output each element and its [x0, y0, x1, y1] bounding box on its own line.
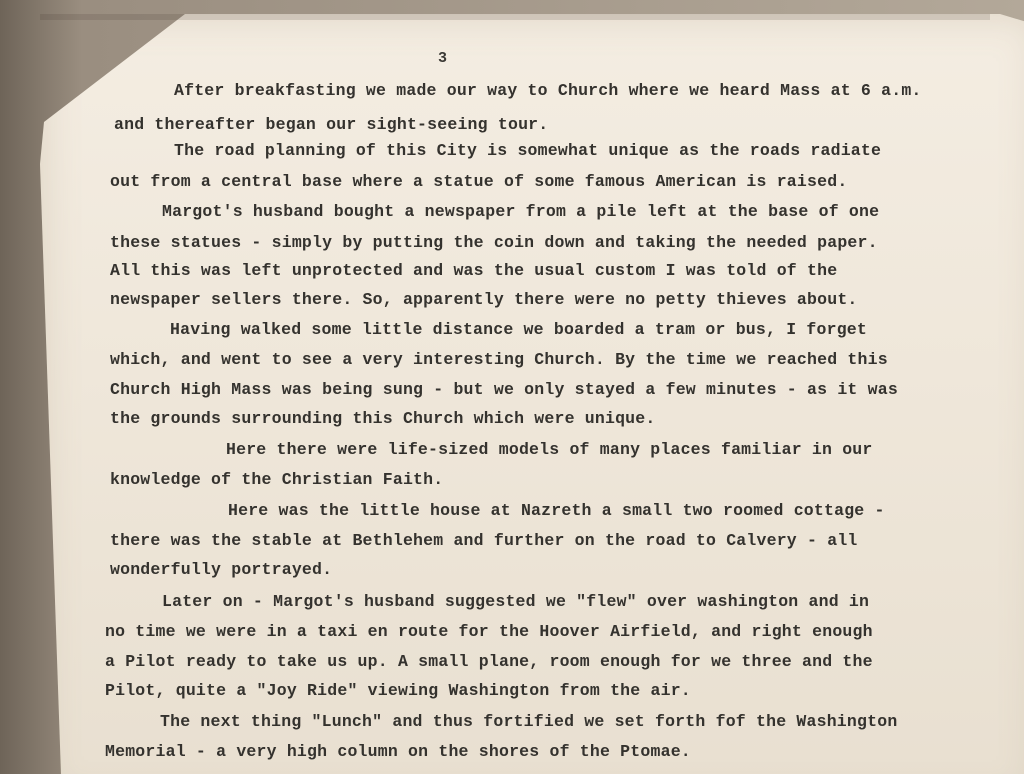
text-line: All this was left unprotected and was the usual custom I was told of the — [110, 261, 838, 280]
text-line: no time we were in a taxi en route for the Hoover Airfield, and right enough — [105, 622, 873, 641]
text-line: the grounds surrounding this Church which were unique. — [110, 409, 656, 428]
text-line: The road planning of this City is somewhat unique as the roads radiate — [174, 141, 882, 160]
text-line: a Pilot ready to take us up. A small plane, room enough for we three and the — [105, 652, 873, 671]
text-line: knowledge of the Christian Faith. — [110, 470, 444, 489]
text-line: The next thing "Lunch" and thus fortified we set forth fof the Washington — [160, 712, 898, 731]
page-number: 3 — [438, 50, 448, 67]
text-line: Having walked some little distance we boarded a tram or bus, I forget — [170, 320, 868, 339]
text-line: wonderfully portrayed. — [110, 560, 333, 579]
text-line: Pilot, quite a "Joy Ride" viewing Washington from the air. — [105, 681, 691, 700]
text-line: Here there were life-sized models of many places familiar in our — [226, 440, 873, 459]
text-line: which, and went to see a very interesting Church. By the time we reached this — [110, 350, 888, 369]
text-line: Memorial - a very high column on the shores of the Ptomae. — [105, 742, 691, 761]
text-line: newspaper sellers there. So, apparently there were no petty thieves about. — [110, 290, 858, 309]
text-line: out from a central base where a statue of some famous American is raised. — [110, 172, 848, 191]
text-line: Margot's husband bought a newspaper from a pile left at the base of one — [162, 202, 880, 221]
text-line: Here was the little house at Nazreth a small two roomed cottage - — [228, 501, 885, 520]
text-line: there was the stable at Bethlehem and further on the road to Calvery - all — [110, 531, 858, 550]
text-line: After breakfasting we made our way to Church where we heard Mass at 6 a.m. — [174, 81, 922, 100]
text-line: Later on - Margot's husband suggested we "flew" over washington and in — [162, 592, 870, 611]
page-shadow — [40, 14, 990, 20]
text-line: and thereafter began our sight-seeing tour. — [114, 115, 549, 134]
text-line: Church High Mass was being sung - but we only stayed a few minutes - as it was — [110, 380, 898, 399]
text-line: these statues - simply by putting the coin down and taking the needed paper. — [110, 233, 878, 252]
